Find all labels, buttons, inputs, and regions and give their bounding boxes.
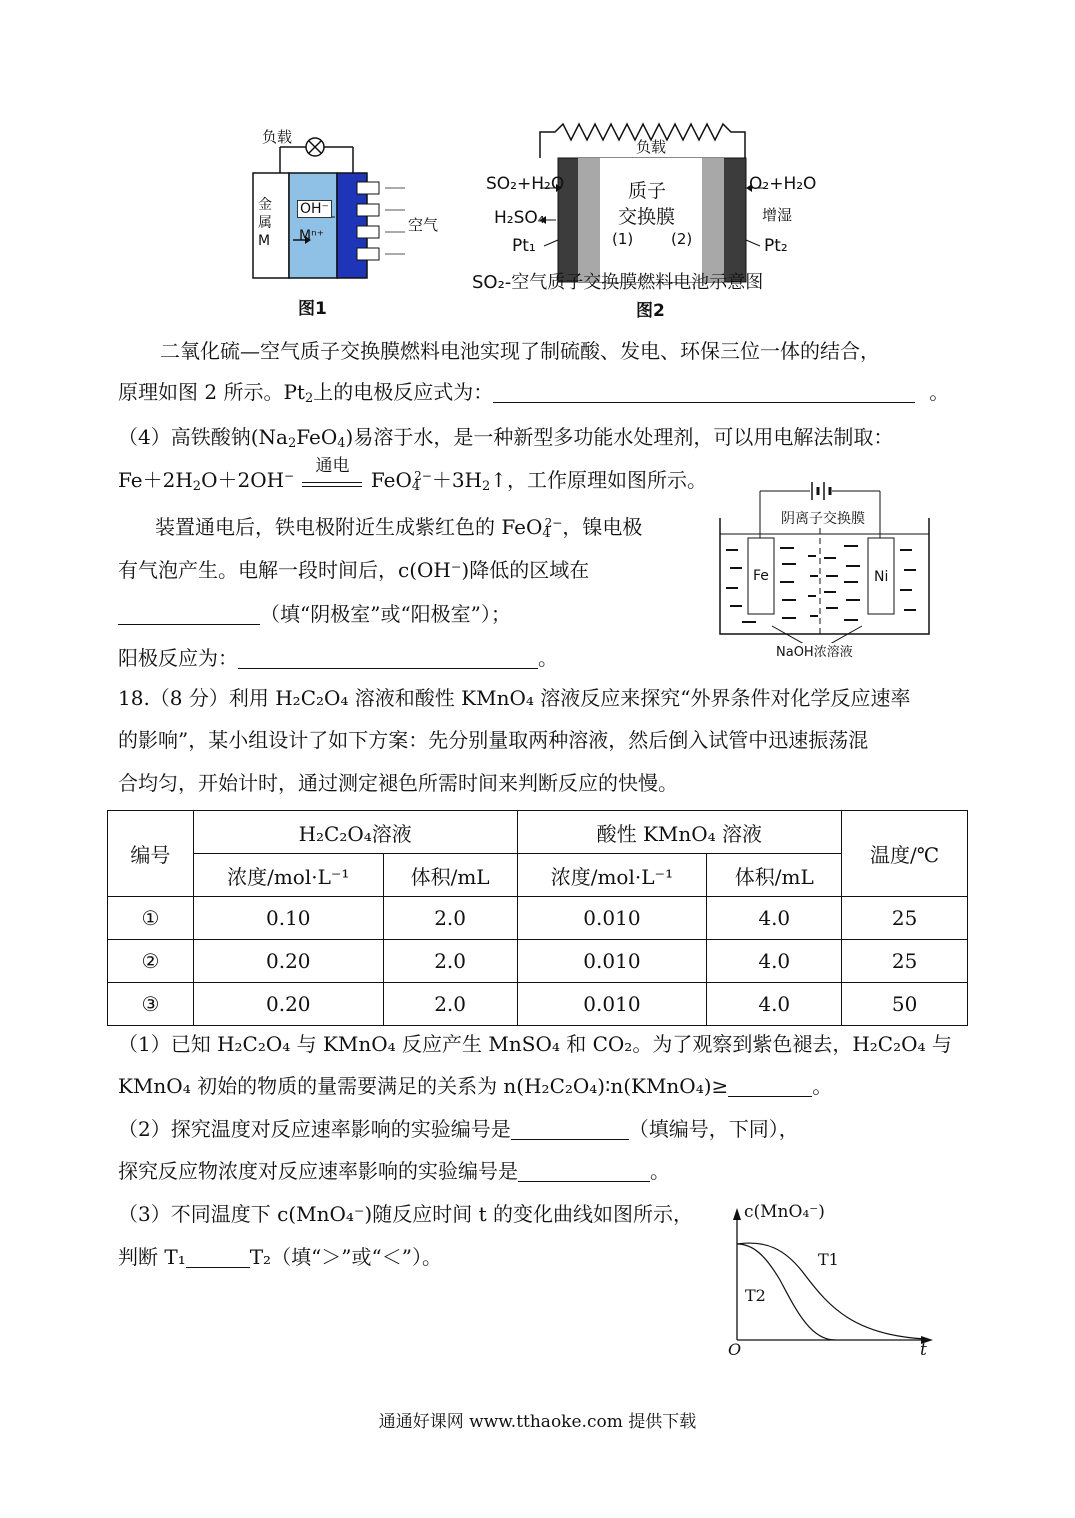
table-subheader-row: [108, 854, 968, 897]
q18-s2-line1: （2）探究温度对反应速率影响的实验编号是 （填编号，下同），: [118, 1117, 799, 1141]
answer-blank-ratio[interactable]: [728, 1076, 812, 1097]
fig2-membrane-line2: 交换膜: [618, 206, 676, 228]
fig-membrane-label: 阴离子交换膜: [780, 508, 866, 528]
table-row: [108, 940, 968, 983]
graph-t2-label: T2: [745, 1286, 766, 1305]
table-row: [108, 897, 968, 940]
fig2-caption: 图2: [636, 301, 665, 321]
cell: 25: [842, 897, 968, 940]
q4-para1: 装置通电后，铁电极附近生成紫红色的 FeO$_4^{2-}$，镍电极: [155, 515, 643, 541]
q3-line2: 原理如图 2 所示。$Pt_2$上的电极反应式为： 。: [118, 380, 950, 406]
fig1-caption: 图1: [298, 299, 327, 319]
electrolysis-cell-figure: [712, 478, 942, 643]
header-kmno4: 酸性 KMnO₄ 溶液: [517, 811, 842, 854]
cell: 0.010: [517, 940, 707, 983]
concentration-time-graph: [725, 1200, 945, 1360]
fig1-oh-label: OH⁻: [297, 200, 332, 218]
fig1-load-label: 负载: [262, 128, 293, 146]
table-row: [108, 983, 968, 1026]
q4-para2: 有气泡产生。电解一段时间后，c(OH⁻)降低的区域在: [118, 558, 590, 582]
fig1-metal-label: 金属M: [258, 197, 272, 249]
q4-para3: （填“阴极室”或“阳极室”）；: [118, 600, 511, 628]
answer-blank-anode[interactable]: [238, 648, 538, 669]
answer-blank-temp-exp[interactable]: [511, 1119, 629, 1140]
graph-t1-label: T1: [818, 1250, 839, 1269]
fig2-left-out: H₂SO₄: [494, 208, 545, 228]
fig2-membrane-line1: 质子: [628, 180, 667, 202]
cell: 50: [842, 983, 968, 1026]
q18-s3-line2: 判断 T₁ T₂（填“＞”或“＜”）。: [118, 1245, 442, 1269]
cell: 4.0: [707, 940, 842, 983]
cell: 25: [842, 940, 968, 983]
answer-blank-pt2[interactable]: [493, 382, 915, 403]
header-vol: 体积/mL: [707, 854, 842, 897]
q18-s1-line2: KMnO₄ 初始的物质的量需要满足的关系为 n(H₂C₂O₄)∶n(KMnO₄)≥ 。: [118, 1074, 833, 1098]
header-temp: 温度/℃: [842, 811, 968, 897]
cell: ①: [108, 897, 194, 940]
fig-solution-label: NaOH浓溶液: [776, 645, 853, 660]
q18-s3-line1: （3）不同温度下 c(MnO₄⁻)随反应时间 t 的变化曲线如图所示，: [118, 1202, 693, 1226]
cell: 0.010: [517, 897, 707, 940]
q4-equation: $Fe+2H_2O+2OH^-$ 通电 $FeO_4^{2-}+3H_2↑$，工作原理如图所示。: [118, 456, 708, 494]
cell: 4.0: [707, 897, 842, 940]
answer-blank-temp-compare[interactable]: [186, 1247, 250, 1268]
cell: 2.0: [383, 897, 517, 940]
cell: 0.20: [193, 983, 383, 1026]
fig1-air-label: 空气: [408, 216, 439, 234]
electrolysis-condition: 通电: [302, 468, 362, 487]
q3-line1: 二氧化硫—空气质子交换膜燃料电池实现了制硫酸、发电、环保三位一体的结合，: [160, 339, 880, 363]
answer-blank-chamber[interactable]: [118, 604, 260, 625]
fig1-mn-label: Mⁿ⁺: [299, 228, 325, 244]
graph-ylabel: c(MnO₄⁻): [744, 1202, 825, 1222]
q18-line2: 的影响”，某小组设计了如下方案：先分别量取两种溶液，然后倒入试管中迅速振荡混: [118, 728, 869, 752]
header-conc: 浓度/mol·L⁻¹: [193, 854, 383, 897]
cell: 0.010: [517, 983, 707, 1026]
fig2-left-in: SO₂+H₂O: [486, 174, 565, 194]
cell: 2.0: [383, 940, 517, 983]
fig2-pt1: Pt₁: [512, 236, 536, 256]
fig2-title: SO₂-空气质子交换膜燃料电池示意图: [472, 272, 764, 293]
header-no: 编号: [108, 811, 194, 897]
fig-fe-label: Fe: [753, 568, 769, 584]
graph-origin: O: [728, 1340, 742, 1359]
q4-para4: 阳极反应为： 。: [118, 646, 558, 670]
header-vol: 体积/mL: [383, 854, 517, 897]
graph-xlabel: t: [920, 1340, 927, 1360]
fig2-region1: (1): [612, 230, 634, 248]
table-header-row: [108, 811, 968, 854]
cell: 0.20: [193, 940, 383, 983]
experiment-table: [107, 810, 968, 1026]
q18-line1: 18.（8 分）利用 H₂C₂O₄ 溶液和酸性 KMnO₄ 溶液反应来探究“外界条件对化学反应速率: [118, 686, 911, 710]
fig2-region2: (2): [671, 230, 693, 248]
fig2-load-label: 负载: [636, 138, 667, 156]
cell: 4.0: [707, 983, 842, 1026]
fig2-right-in: O₂+H₂O: [749, 174, 817, 194]
q18-s2-line2: 探究反应物浓度对反应速率影响的实验编号是 。: [118, 1159, 670, 1183]
answer-blank-conc-exp[interactable]: [518, 1161, 650, 1182]
header-conc: 浓度/mol·L⁻¹: [517, 854, 707, 897]
q4-line1: （4）高铁酸钠$(Na_2FeO_4)$易溶于水，是一种新型多功能水处理剂，可以用电解法制取：: [118, 425, 894, 451]
cell: 2.0: [383, 983, 517, 1026]
q18-s1-line1: （1）已知 H₂C₂O₄ 与 KMnO₄ 反应产生 MnSO₄ 和 CO₂。为了观察到紫色褪去，H₂C₂O₄ 与: [118, 1032, 952, 1056]
header-oxalic: H₂C₂O₄溶液: [193, 811, 517, 854]
cell: ③: [108, 983, 194, 1026]
fig-ni-label: Ni: [874, 569, 889, 585]
q18-line3: 合均匀，开始计时，通过测定褪色所需时间来判断反应的快慢。: [118, 771, 678, 795]
air-arrows: [385, 188, 405, 254]
cell: ②: [108, 940, 194, 983]
cell: 0.10: [193, 897, 383, 940]
page-footer: 通通好课网 www.tthaoke.com 提供下载: [378, 1412, 697, 1432]
fig2-pt2: Pt₂: [764, 236, 788, 256]
fig2-right-note: 增湿: [762, 206, 793, 224]
